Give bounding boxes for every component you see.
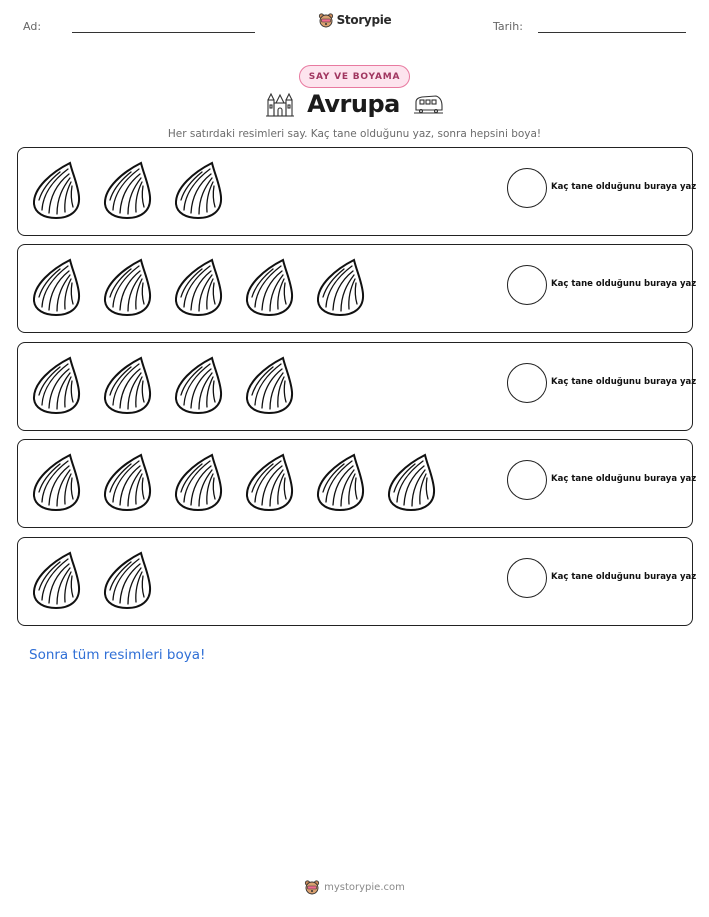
almond-icon[interactable] (243, 257, 301, 317)
answer-label: Kaç tane olduğunu buraya yaz (551, 182, 697, 192)
train-icon (412, 92, 444, 116)
footer (0, 879, 709, 895)
almond-icon[interactable] (30, 160, 88, 220)
instructions: Her satırdaki resimleri say. Kaç tane olduğunu yaz, sonra hepsini boya! (167, 128, 542, 140)
row-items (30, 355, 301, 415)
answer-circle[interactable] (507, 265, 547, 305)
row-items (30, 452, 443, 512)
footer-url[interactable]: mystorypie.com (324, 881, 405, 893)
almond-icon[interactable] (314, 257, 372, 317)
almond-icon[interactable] (172, 355, 230, 415)
answer-label: Kaç tane olduğunu buraya yaz (551, 377, 697, 387)
almond-icon[interactable] (172, 257, 230, 317)
answer-circle[interactable] (507, 363, 547, 403)
almond-icon[interactable] (101, 452, 159, 512)
counting-row (17, 244, 697, 333)
answer-circle[interactable] (507, 460, 547, 500)
almond-icon[interactable] (101, 257, 159, 317)
row-items (30, 160, 230, 220)
almond-icon[interactable] (243, 452, 301, 512)
answer-label: Kaç tane olduğunu buraya yaz (551, 572, 697, 582)
row-items (30, 257, 372, 317)
almond-icon[interactable] (385, 452, 443, 512)
brand-name: Storypie (336, 13, 392, 27)
counting-row (17, 147, 697, 236)
almond-icon[interactable] (243, 355, 301, 415)
closing-instruction: Sonra tüm resimleri boya! (29, 647, 206, 663)
date-write-line[interactable] (538, 32, 686, 33)
almond-icon[interactable] (314, 452, 372, 512)
counting-row (17, 439, 697, 528)
activity-badge: SAY VE BOYAMA (299, 65, 410, 88)
almond-icon[interactable] (101, 160, 159, 220)
almond-icon[interactable] (30, 355, 88, 415)
answer-circle[interactable] (507, 168, 547, 208)
castle-icon (265, 90, 295, 118)
almond-icon[interactable] (30, 257, 88, 317)
name-write-line[interactable] (72, 32, 255, 33)
almond-icon[interactable] (30, 452, 88, 512)
row-items (30, 550, 159, 610)
answer-circle[interactable] (507, 558, 547, 598)
almond-icon[interactable] (172, 452, 230, 512)
page-title: Avrupa (307, 90, 400, 118)
almond-icon[interactable] (101, 550, 159, 610)
brand-logo (0, 12, 709, 28)
almond-icon[interactable] (101, 355, 159, 415)
counting-row (17, 342, 697, 431)
answer-label: Kaç tane olduğunu buraya yaz (551, 474, 697, 484)
answer-label: Kaç tane olduğunu buraya yaz (551, 279, 697, 289)
date-label: Tarih: (493, 20, 523, 33)
almond-icon[interactable] (172, 160, 230, 220)
counting-row (17, 537, 697, 626)
storypie-bear-icon (304, 879, 320, 895)
name-label: Ad: (23, 20, 42, 33)
title-row (0, 90, 709, 118)
almond-icon[interactable] (30, 550, 88, 610)
storypie-bear-icon (318, 12, 334, 28)
